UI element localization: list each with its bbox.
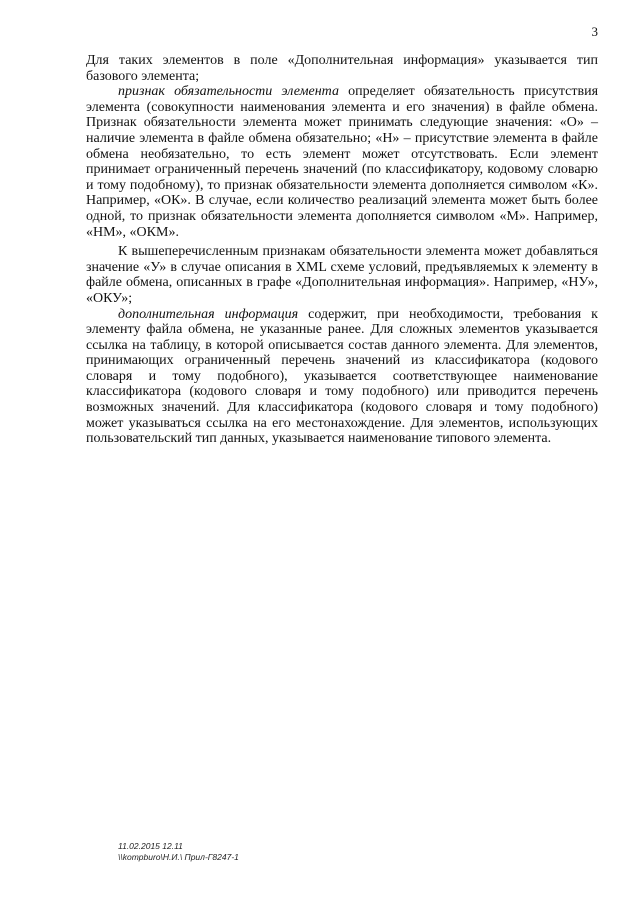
footer-date: 11.02.2015 12.11	[118, 841, 183, 851]
paragraph-base-element-type: Для таких элементов в поле «Дополнительная информация» указывается тип базового элемента;	[86, 53, 598, 84]
paragraph-condition-sign: К вышеперечисленным признакам обязательности элемента может добавляться значение «У» в случае описания в XML схеме условий, предъявляемых к элементу в файле обмена, описанных в графе «Дополнительная информация». Например, «НУ», «ОКУ»;	[86, 244, 598, 306]
paragraph-mandatory-sign-text: определяет обязательность присутствия элемента (совокупности наименования элемента и его значения) в файле обмена. Признак обязательности элемента может принимать следующие значения: «О» – наличие элемента в файле обмена обязательно; «Н» – присутствие элемента в файле обмена необязательно, то есть элемент может отсутствовать. Если элемент принимает ограниченный перечень значений (по классификатору, кодовому словарю и тому подобному), то признак обязательности элемента дополняется символом «К». Например, «ОК». В случае, если количество реализаций элемента может быть более одной, то признак обязательности элемента дополняется символом «М». Например, «НМ», «ОКМ».	[86, 84, 599, 240]
document-body	[86, 53, 598, 447]
paragraph-additional-info-text: содержит, при необходимости, требования к элементу файла обмена, не указанные ранее. Для сложных элементов указывается ссылка на таблицу, в которой описывается состав данного элемента. Для элементов, принимающих ограниченный перечень значений из классификатора (кодового словаря и тому подобного), указывается соответствующее наименование классификатора (кодового словаря и тому подобного) или приводится перечень возможных значений. Для классификатора (кодового словаря и тому подобного) может указываться ссылка на его местонахождение. Для элементов, использующих пользовательский тип данных, указывается наименование типового элемента.	[86, 306, 598, 447]
page-number: 3	[591, 24, 598, 39]
footer-stamp	[118, 841, 239, 863]
paragraph-additional-info	[86, 307, 598, 447]
paragraph-mandatory-sign	[86, 84, 598, 240]
term-additional-info: дополнительная информация	[118, 306, 299, 322]
footer-path: \\kompburo\Н.И.\ Прил-Г8247-1	[118, 852, 239, 862]
term-mandatory-sign: признак обязательности элемента	[118, 84, 339, 100]
